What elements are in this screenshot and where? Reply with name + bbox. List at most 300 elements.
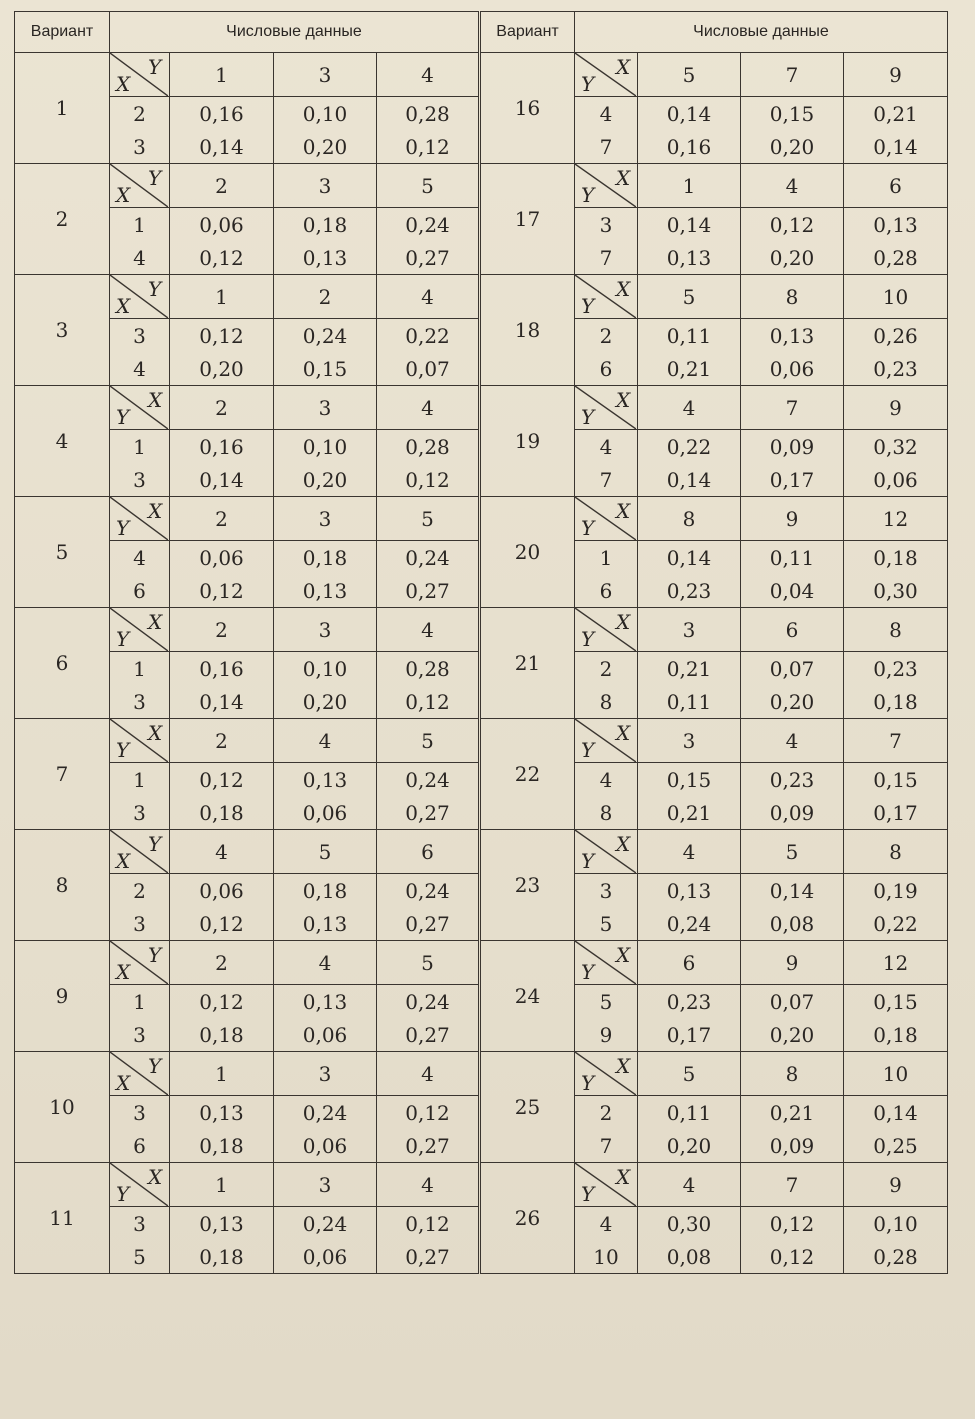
probability-cell: 0,12 xyxy=(377,130,479,164)
row-value-label: 4 xyxy=(110,541,170,575)
probability-cell: 0,20 xyxy=(274,130,377,164)
column-value-label: 1 xyxy=(170,1052,274,1096)
corner-top-label: X xyxy=(148,610,163,634)
row-value-label: 1 xyxy=(110,985,170,1019)
variant-number: 2 xyxy=(15,164,110,275)
corner-bottom-label: Y xyxy=(581,627,595,651)
variant-block-header-row xyxy=(481,386,948,430)
axis-corner-cell xyxy=(110,497,170,541)
variant-block-header-row xyxy=(481,275,948,319)
variant-block-header-row xyxy=(481,608,948,652)
probability-cell: 0,08 xyxy=(638,1240,741,1274)
row-value-label: 4 xyxy=(110,241,170,275)
probability-cell: 0,21 xyxy=(638,652,741,686)
probability-cell: 0,12 xyxy=(377,463,479,497)
variant-block-header-row xyxy=(15,608,479,652)
row-value-label: 3 xyxy=(110,1096,170,1130)
row-value-label: 4 xyxy=(575,1207,638,1241)
column-value-label: 4 xyxy=(638,386,741,430)
variant-number: 3 xyxy=(15,275,110,386)
column-value-label: 2 xyxy=(170,386,274,430)
variant-block-header-row xyxy=(481,497,948,541)
axis-corner-cell xyxy=(110,386,170,430)
corner-bottom-label: Y xyxy=(116,738,130,762)
probability-cell: 0,12 xyxy=(170,985,274,1019)
variant-number: 10 xyxy=(15,1052,110,1163)
variant-block-header-row xyxy=(15,497,479,541)
corner-top-label: X xyxy=(616,832,631,856)
corner-bottom-label: Y xyxy=(581,516,595,540)
row-value-label: 1 xyxy=(575,541,638,575)
column-value-label: 7 xyxy=(741,53,844,97)
probability-cell: 0,15 xyxy=(274,352,377,386)
axis-corner-cell xyxy=(575,497,638,541)
column-value-label: 8 xyxy=(638,497,741,541)
probability-cell: 0,28 xyxy=(377,652,479,686)
probability-cell: 0,18 xyxy=(844,685,948,719)
column-value-label: 3 xyxy=(274,386,377,430)
corner-top-label: X xyxy=(616,166,631,190)
probability-cell: 0,12 xyxy=(377,1207,479,1241)
column-value-label: 2 xyxy=(170,719,274,763)
probability-cell: 0,22 xyxy=(638,430,741,464)
row-value-label: 6 xyxy=(575,352,638,386)
probability-cell: 0,28 xyxy=(377,430,479,464)
column-value-label: 5 xyxy=(377,497,479,541)
column-value-label: 1 xyxy=(170,275,274,319)
column-value-label: 2 xyxy=(170,941,274,985)
probability-cell: 0,18 xyxy=(170,1240,274,1274)
axis-corner-cell xyxy=(575,53,638,97)
variant-number: 6 xyxy=(15,608,110,719)
row-value-label: 5 xyxy=(575,985,638,1019)
variant-number: 5 xyxy=(15,497,110,608)
probability-cell: 0,14 xyxy=(638,463,741,497)
probability-cell: 0,27 xyxy=(377,796,479,830)
variant-number: 17 xyxy=(481,164,575,275)
probability-cell: 0,06 xyxy=(170,874,274,908)
probability-cell: 0,24 xyxy=(377,985,479,1019)
column-value-label: 4 xyxy=(377,386,479,430)
row-value-label: 5 xyxy=(575,907,638,941)
corner-top-label: X xyxy=(616,388,631,412)
probability-cell: 0,14 xyxy=(638,208,741,242)
corner-top-label: X xyxy=(148,1165,163,1189)
column-value-label: 4 xyxy=(377,275,479,319)
probability-cell: 0,09 xyxy=(741,796,844,830)
probability-cell: 0,11 xyxy=(638,1096,741,1130)
variant-block-header-row xyxy=(15,941,479,985)
probability-cell: 0,20 xyxy=(741,685,844,719)
variant-number: 4 xyxy=(15,386,110,497)
corner-bottom-label: Y xyxy=(581,1071,595,1095)
axis-corner-cell xyxy=(575,719,638,763)
corner-bottom-label: X xyxy=(116,183,131,207)
variant-number: 22 xyxy=(481,719,575,830)
row-value-label: 4 xyxy=(575,97,638,131)
column-value-label: 5 xyxy=(377,164,479,208)
probability-cell: 0,12 xyxy=(170,241,274,275)
probability-cell: 0,27 xyxy=(377,241,479,275)
variant-number: 16 xyxy=(481,53,575,164)
corner-bottom-label: Y xyxy=(581,294,595,318)
probability-cell: 0,21 xyxy=(638,352,741,386)
axis-corner-cell xyxy=(575,1052,638,1096)
column-value-label: 4 xyxy=(170,830,274,874)
column-value-label: 3 xyxy=(274,1163,377,1207)
variant-block-header-row xyxy=(15,275,479,319)
row-value-label: 3 xyxy=(110,796,170,830)
probability-cell: 0,07 xyxy=(377,352,479,386)
probability-cell: 0,09 xyxy=(741,1129,844,1163)
probability-cell: 0,24 xyxy=(274,1096,377,1130)
variant-block-header-row xyxy=(481,164,948,208)
probability-cell: 0,14 xyxy=(844,130,948,164)
column-value-label: 1 xyxy=(638,164,741,208)
row-value-label: 1 xyxy=(110,652,170,686)
column-value-label: 8 xyxy=(844,830,948,874)
probability-cell: 0,07 xyxy=(741,652,844,686)
probability-cell: 0,24 xyxy=(377,541,479,575)
probability-cell: 0,23 xyxy=(638,574,741,608)
probability-cell: 0,12 xyxy=(170,574,274,608)
corner-top-label: X xyxy=(148,499,163,523)
row-value-label: 2 xyxy=(575,652,638,686)
probability-cell: 0,06 xyxy=(274,1240,377,1274)
variant-block-header-row xyxy=(15,53,479,97)
corner-bottom-label: X xyxy=(116,849,131,873)
probability-cell: 0,18 xyxy=(274,208,377,242)
row-value-label: 3 xyxy=(110,130,170,164)
corner-bottom-label: Y xyxy=(581,183,595,207)
probability-cell: 0,12 xyxy=(741,208,844,242)
axis-corner-cell xyxy=(575,941,638,985)
axis-corner-cell xyxy=(110,608,170,652)
axis-corner-cell xyxy=(110,1163,170,1207)
column-value-label: 3 xyxy=(274,53,377,97)
variant-block-header-row xyxy=(481,719,948,763)
probability-cell: 0,12 xyxy=(377,685,479,719)
probability-cell: 0,15 xyxy=(844,985,948,1019)
axis-corner-cell xyxy=(575,608,638,652)
column-value-label: 6 xyxy=(377,830,479,874)
probability-cell: 0,28 xyxy=(844,241,948,275)
column-value-label: 8 xyxy=(741,1052,844,1096)
column-value-label: 5 xyxy=(741,830,844,874)
probability-cell: 0,27 xyxy=(377,1240,479,1274)
probability-cell: 0,12 xyxy=(170,319,274,353)
probability-cell: 0,24 xyxy=(274,319,377,353)
corner-bottom-label: Y xyxy=(581,738,595,762)
variant-block-header-row xyxy=(481,53,948,97)
column-value-label: 7 xyxy=(741,386,844,430)
probability-cell: 0,21 xyxy=(638,796,741,830)
probability-cell: 0,12 xyxy=(170,907,274,941)
probability-cell: 0,15 xyxy=(741,97,844,131)
probability-cell: 0,12 xyxy=(741,1240,844,1274)
column-value-label: 4 xyxy=(638,1163,741,1207)
probability-cell: 0,12 xyxy=(377,1096,479,1130)
axis-corner-cell xyxy=(575,830,638,874)
column-value-label: 9 xyxy=(844,1163,948,1207)
variant-number: 20 xyxy=(481,497,575,608)
probability-cell: 0,24 xyxy=(377,763,479,797)
axis-corner-cell xyxy=(110,53,170,97)
axis-corner-cell xyxy=(110,830,170,874)
probability-cell: 0,12 xyxy=(170,763,274,797)
probability-cell: 0,20 xyxy=(638,1129,741,1163)
corner-bottom-label: Y xyxy=(581,72,595,96)
column-value-label: 5 xyxy=(377,719,479,763)
probability-cell: 0,16 xyxy=(638,130,741,164)
row-value-label: 10 xyxy=(575,1240,638,1274)
corner-top-label: X xyxy=(616,943,631,967)
column-value-label: 4 xyxy=(377,608,479,652)
corner-bottom-label: Y xyxy=(581,405,595,429)
axis-corner-cell xyxy=(110,719,170,763)
corner-top-label: X xyxy=(616,1054,631,1078)
corner-top-label: X xyxy=(616,610,631,634)
column-value-label: 3 xyxy=(638,608,741,652)
variant-block-header-row xyxy=(15,1163,479,1207)
axis-corner-cell xyxy=(575,164,638,208)
variant-block-header-row xyxy=(15,164,479,208)
probability-cell: 0,06 xyxy=(274,796,377,830)
probability-cell: 0,32 xyxy=(844,430,948,464)
probability-cell: 0,06 xyxy=(274,1018,377,1052)
probability-cell: 0,04 xyxy=(741,574,844,608)
variant-block-header-row xyxy=(15,830,479,874)
probability-cell: 0,30 xyxy=(638,1207,741,1241)
column-value-label: 5 xyxy=(638,53,741,97)
probability-cell: 0,28 xyxy=(377,97,479,131)
axis-corner-cell xyxy=(575,275,638,319)
probability-cell: 0,20 xyxy=(741,1018,844,1052)
column-value-label: 9 xyxy=(741,941,844,985)
variant-number: 19 xyxy=(481,386,575,497)
variant-block-header-row xyxy=(15,386,479,430)
column-value-label: 8 xyxy=(844,608,948,652)
corner-top-label: Y xyxy=(148,1054,162,1078)
variant-header: Вариант xyxy=(15,12,110,53)
row-value-label: 4 xyxy=(575,763,638,797)
variant-block-header-row xyxy=(481,1163,948,1207)
column-value-label: 3 xyxy=(638,719,741,763)
variant-block-header-row xyxy=(481,941,948,985)
column-value-label: 5 xyxy=(274,830,377,874)
corner-top-label: X xyxy=(616,277,631,301)
variant-header: Вариант xyxy=(481,12,575,53)
probability-cell: 0,17 xyxy=(844,796,948,830)
row-value-label: 1 xyxy=(110,430,170,464)
column-value-label: 4 xyxy=(377,1052,479,1096)
probability-cell: 0,13 xyxy=(741,319,844,353)
corner-bottom-label: X xyxy=(116,294,131,318)
column-value-label: 8 xyxy=(741,275,844,319)
probability-cell: 0,09 xyxy=(741,430,844,464)
row-value-label: 2 xyxy=(110,874,170,908)
probability-cell: 0,14 xyxy=(741,874,844,908)
column-value-label: 4 xyxy=(274,941,377,985)
probability-cell: 0,26 xyxy=(844,319,948,353)
row-value-label: 1 xyxy=(110,763,170,797)
probability-cell: 0,14 xyxy=(170,685,274,719)
column-value-label: 4 xyxy=(377,1163,479,1207)
corner-bottom-label: Y xyxy=(116,516,130,540)
probability-cell: 0,24 xyxy=(638,907,741,941)
probability-cell: 0,16 xyxy=(170,430,274,464)
probability-cell: 0,14 xyxy=(638,97,741,131)
row-value-label: 2 xyxy=(575,319,638,353)
probability-cell: 0,20 xyxy=(170,352,274,386)
corner-top-label: X xyxy=(148,721,163,745)
probability-cell: 0,13 xyxy=(274,763,377,797)
variant-number: 23 xyxy=(481,830,575,941)
row-value-label: 3 xyxy=(110,685,170,719)
variant-number: 18 xyxy=(481,275,575,386)
probability-cell: 0,18 xyxy=(170,1018,274,1052)
row-value-label: 6 xyxy=(110,574,170,608)
corner-bottom-label: X xyxy=(116,1071,131,1095)
probability-cell: 0,13 xyxy=(638,874,741,908)
probability-cell: 0,18 xyxy=(274,541,377,575)
axis-corner-cell xyxy=(110,164,170,208)
probability-cell: 0,11 xyxy=(638,685,741,719)
probability-cell: 0,06 xyxy=(170,208,274,242)
column-value-label: 10 xyxy=(844,1052,948,1096)
probability-cell: 0,23 xyxy=(741,763,844,797)
column-value-label: 5 xyxy=(638,1052,741,1096)
column-value-label: 2 xyxy=(274,275,377,319)
row-value-label: 6 xyxy=(575,574,638,608)
column-value-label: 12 xyxy=(844,497,948,541)
corner-bottom-label: Y xyxy=(581,960,595,984)
probability-cell: 0,08 xyxy=(741,907,844,941)
probability-cell: 0,15 xyxy=(844,763,948,797)
probability-cell: 0,22 xyxy=(844,907,948,941)
column-value-label: 4 xyxy=(741,164,844,208)
probability-cell: 0,21 xyxy=(741,1096,844,1130)
corner-top-label: X xyxy=(616,1165,631,1189)
corner-bottom-label: Y xyxy=(116,1182,130,1206)
probability-cell: 0,16 xyxy=(170,652,274,686)
row-value-label: 3 xyxy=(110,1207,170,1241)
probability-cell: 0,13 xyxy=(638,241,741,275)
probability-cell: 0,10 xyxy=(274,97,377,131)
numeric-data-header: Числовые данные xyxy=(575,12,948,53)
corner-top-label: Y xyxy=(148,277,162,301)
probability-cell: 0,10 xyxy=(844,1207,948,1241)
row-value-label: 3 xyxy=(110,319,170,353)
variants-table-left xyxy=(14,11,479,1274)
column-value-label: 4 xyxy=(741,719,844,763)
corner-bottom-label: Y xyxy=(116,627,130,651)
row-value-label: 2 xyxy=(110,97,170,131)
probability-cell: 0,20 xyxy=(741,130,844,164)
row-value-label: 7 xyxy=(575,241,638,275)
row-value-label: 4 xyxy=(110,352,170,386)
corner-top-label: X xyxy=(616,499,631,523)
probability-cell: 0,14 xyxy=(844,1096,948,1130)
probability-cell: 0,14 xyxy=(170,130,274,164)
column-value-label: 9 xyxy=(844,53,948,97)
corner-bottom-label: X xyxy=(116,72,131,96)
variant-number: 21 xyxy=(481,608,575,719)
probability-cell: 0,06 xyxy=(741,352,844,386)
column-value-label: 9 xyxy=(844,386,948,430)
probability-cell: 0,06 xyxy=(844,463,948,497)
probability-cell: 0,07 xyxy=(741,985,844,1019)
variant-number: 25 xyxy=(481,1052,575,1163)
corner-top-label: X xyxy=(616,721,631,745)
probability-cell: 0,14 xyxy=(638,541,741,575)
probability-cell: 0,23 xyxy=(844,652,948,686)
column-value-label: 4 xyxy=(274,719,377,763)
axis-corner-cell xyxy=(575,1163,638,1207)
axis-corner-cell xyxy=(575,386,638,430)
probability-cell: 0,18 xyxy=(844,1018,948,1052)
variant-number: 7 xyxy=(15,719,110,830)
row-value-label: 2 xyxy=(575,1096,638,1130)
probability-cell: 0,18 xyxy=(274,874,377,908)
probability-cell: 0,13 xyxy=(274,241,377,275)
probability-cell: 0,28 xyxy=(844,1240,948,1274)
probability-cell: 0,06 xyxy=(170,541,274,575)
column-value-label: 3 xyxy=(274,497,377,541)
variant-number: 11 xyxy=(15,1163,110,1274)
column-value-label: 1 xyxy=(170,53,274,97)
column-value-label: 2 xyxy=(170,608,274,652)
row-value-label: 7 xyxy=(575,130,638,164)
probability-cell: 0,11 xyxy=(741,541,844,575)
variant-block-header-row xyxy=(481,830,948,874)
probability-cell: 0,27 xyxy=(377,907,479,941)
row-value-label: 3 xyxy=(110,1018,170,1052)
variant-number: 1 xyxy=(15,53,110,164)
probability-cell: 0,10 xyxy=(274,652,377,686)
corner-top-label: X xyxy=(148,388,163,412)
probability-cell: 0,20 xyxy=(274,685,377,719)
column-value-label: 4 xyxy=(377,53,479,97)
corner-bottom-label: Y xyxy=(581,1182,595,1206)
probability-cell: 0,24 xyxy=(377,208,479,242)
column-value-label: 2 xyxy=(170,164,274,208)
row-value-label: 7 xyxy=(575,1129,638,1163)
probability-cell: 0,13 xyxy=(274,574,377,608)
probability-cell: 0,22 xyxy=(377,319,479,353)
corner-bottom-label: Y xyxy=(581,849,595,873)
probability-cell: 0,20 xyxy=(274,463,377,497)
probability-cell: 0,18 xyxy=(170,1129,274,1163)
column-value-label: 5 xyxy=(638,275,741,319)
probability-cell: 0,06 xyxy=(274,1129,377,1163)
corner-top-label: Y xyxy=(148,832,162,856)
probability-cell: 0,15 xyxy=(638,763,741,797)
variant-block-header-row xyxy=(15,1052,479,1096)
probability-cell: 0,21 xyxy=(844,97,948,131)
probability-cell: 0,14 xyxy=(170,463,274,497)
probability-cell: 0,27 xyxy=(377,1018,479,1052)
probability-cell: 0,24 xyxy=(377,874,479,908)
probability-cell: 0,20 xyxy=(741,241,844,275)
probability-cell: 0,24 xyxy=(274,1207,377,1241)
variant-block-header-row xyxy=(481,1052,948,1096)
column-value-label: 5 xyxy=(377,941,479,985)
probability-cell: 0,10 xyxy=(274,430,377,464)
corner-bottom-label: X xyxy=(116,960,131,984)
row-value-label: 6 xyxy=(110,1129,170,1163)
corner-top-label: X xyxy=(616,55,631,79)
